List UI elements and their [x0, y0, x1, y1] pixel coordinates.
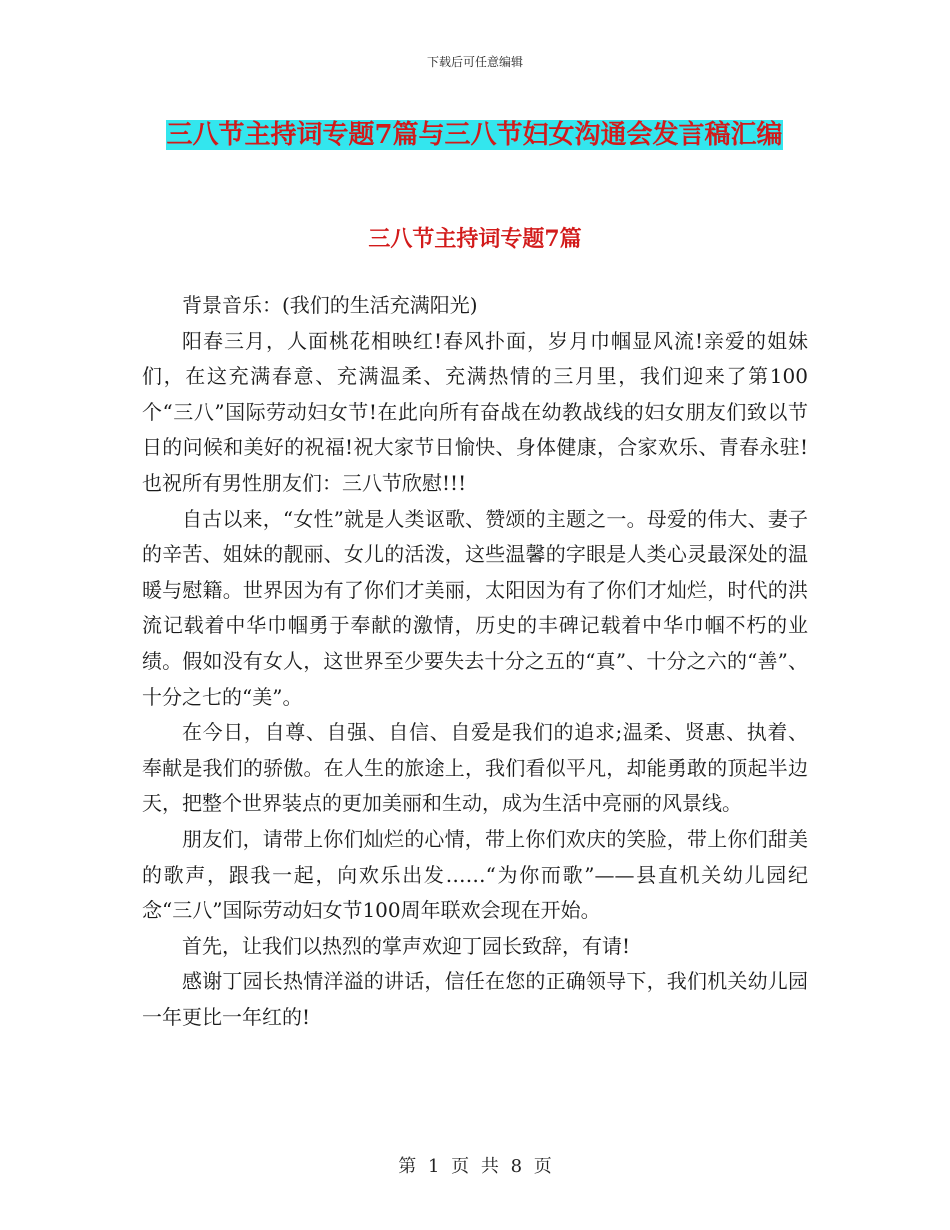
- document-body: [142, 288, 808, 1035]
- document-title: [142, 112, 807, 158]
- paragraph: 自古以来，“女性”就是人类讴歌、赞颂的主题之一。母爱的伟大、妻子的辛苦、姐妹的靓丽、女儿的活泼，这些温馨的字眼是人类心灵最深处的温暖与慰籍。世界因为有了你们才美丽，太阳因为有了你们才灿烂，时代的洪流记载着中华巾帼勇于奉献的激情，历史的丰碑记载着中华巾帼不朽的业绩。假如没有女人，这世界至少要失去十分之五的“真”、十分之六的“善”、十分之七的“美”。: [142, 506, 808, 709]
- paragraph: 首先，让我们以热烈的掌声欢迎丁园长致辞，有请!: [182, 933, 631, 958]
- document-title-text: 三八节主持词专题7篇与三八节妇女沟通会发言稿汇编: [166, 120, 783, 150]
- paragraph: 朋友们，请带上你们灿烂的心情，带上你们欢庆的笑脸，带上你们甜美的歌声，跟我一起，向欢乐出发……“为你而歌”——县直机关幼儿园纪念“三八”国际劳动妇女节100周年联欢会现在开始。: [142, 826, 808, 923]
- page-header: 下载后可任意编辑: [426, 55, 523, 69]
- paragraph: 感谢丁园长热情洋溢的讲话，信任在您的正确领导下，我们机关幼儿园一年更比一年红的!: [142, 969, 808, 1029]
- paragraph: 阳春三月，人面桃花相映红!春风扑面，岁月巾帼显风流!亲爱的姐妹们，在这充满春意、充满温柔、充满热情的三月里，我们迎来了第100个“三八”国际劳动妇女节!在此向所有奋战在幼教战线的妇女朋友们致以节日的问候和美好的祝福!祝大家节日愉快、身体健康，合家欢乐、青春永驻!也祝所有男性朋友们：三八节欣慰!!!: [142, 328, 808, 495]
- section-title: 三八节主持词专题7篇: [368, 226, 582, 252]
- paragraph: 背景音乐：(我们的生活充满阳光): [182, 293, 478, 317]
- paragraph: 在今日，自尊、自强、自信、自爱是我们的追求;温柔、贤惠、执着、奉献是我们的骄傲。在人生的旅途上，我们看似平凡，却能勇敢的顶起半边天，把整个世界装点的更加美丽和生动，成为生活中亮丽的风景线。: [142, 720, 808, 816]
- page-footer: 第 1 页 共 8 页: [398, 1156, 552, 1177]
